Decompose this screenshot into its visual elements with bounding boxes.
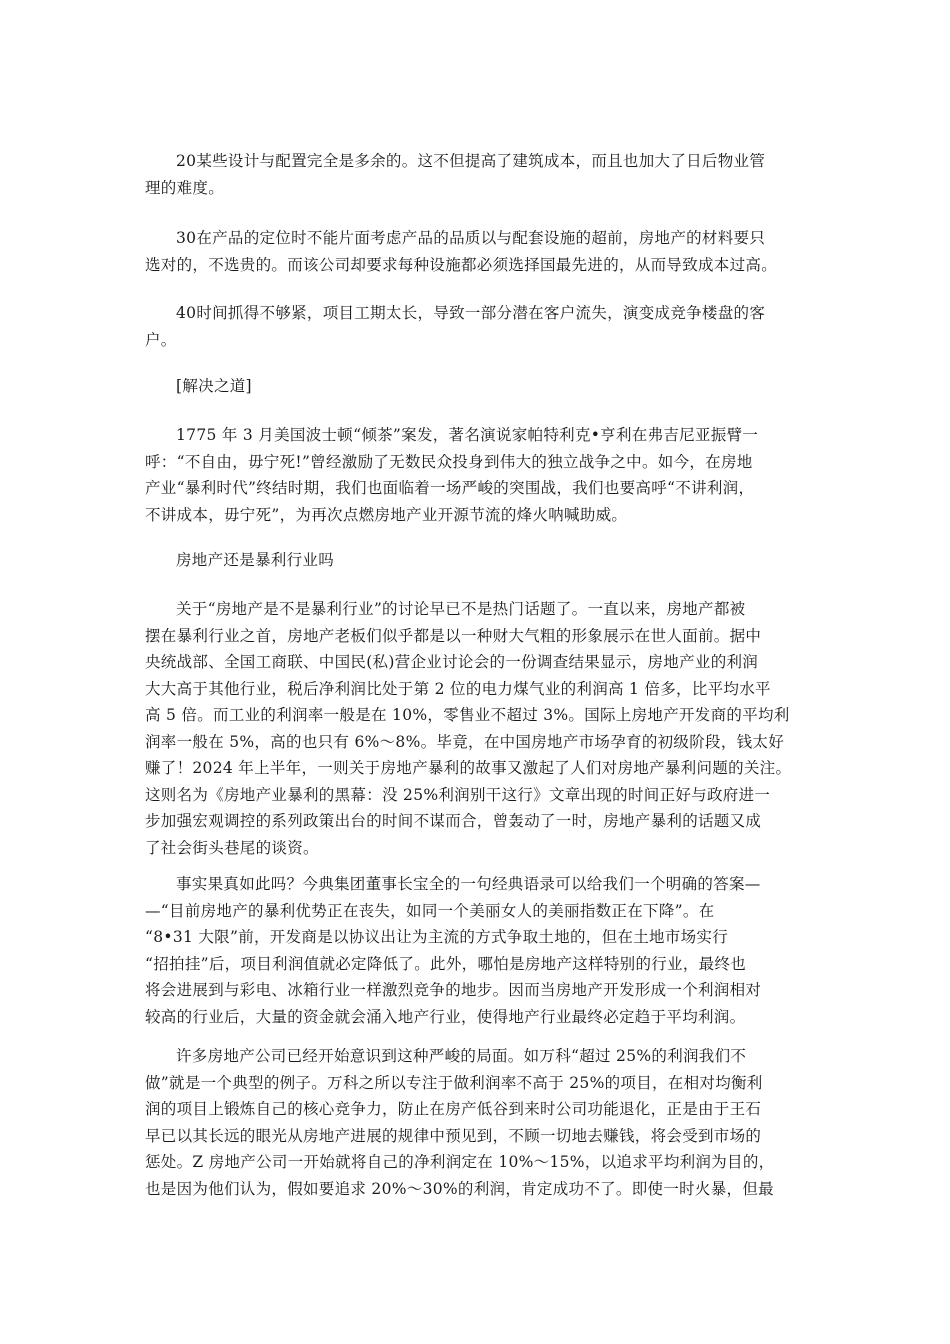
text-line: 选对的，不选贵的。而该公司却要求每种设施都必须选择国最先进的，从而导致成本过高。 (145, 255, 778, 274)
text-line: 1775 年 3 月美国波士顿“倾茶”案发，著名演说家帕特利克•亨利在弗吉尼亚振臂一 (176, 426, 759, 444)
text-line: 30在产品的定位时不能片面考虑产品的品质以与配套设施的超前，房地产的材料要只 (176, 229, 766, 247)
text-line: 40时间抓得不够紧，项目工期太长，导致一部分潜在客户流失，演变成竞争楼盘的客 (176, 304, 766, 322)
text-line: 赚了！2024 年上半年，一则关于房地产暴利的故事又激起了人们对房地产暴利问题的关注。 (145, 759, 792, 777)
text-line: “招拍挂”后，项目利润值就必定降低了。此外，哪怕是房地产这样特别的行业，最终也 (145, 954, 747, 973)
text-line: 20某些设计与配置完全是多余的。这不但提高了建筑成本，而且也加大了日后物业管 (176, 152, 766, 170)
text-line: 呼：“不自由，毋宁死!”曾经激励了无数民众投身到伟大的独立战争之中。如今，在房地 (145, 452, 753, 471)
text-line: 步加强宏观调控的系列政策出台的时间不谋而合，曾轰动了一时，房地产暴利的话题又成 (145, 812, 762, 830)
paragraph-9 (145, 1043, 805, 1202)
section-heading-profit (145, 547, 805, 574)
paragraph-2 (145, 225, 805, 278)
text-line: 高 5 倍。而工业的利润率一般是在 10%，零售业不超过 3%。国际上房地产开发商的平均利 (145, 706, 790, 724)
paragraph-8 (145, 871, 805, 1030)
text-line: 央统战部、全国工商联、中国民(私)营企业讨论会的一份调查结果显示，房地产业的利润 (145, 653, 759, 671)
text-line: 摆在暴利行业之首，房地产老板们似乎都是以一种财大气粗的形象展示在世人面前。据中 (145, 626, 762, 645)
text-line: [解决之道] (176, 377, 252, 395)
text-line: 户。 (145, 330, 177, 349)
text-line: 不讲成本，毋宁死”，为再次点燃房地产业开源节流的烽火呐喊助威。 (145, 505, 628, 524)
text-line: 产业“暴利时代”终结时期，我们也面临着一场严峻的突围战，我们也要高呼“不讲利润， (145, 479, 755, 497)
paragraph-5 (145, 422, 805, 528)
text-line: 润的项目上锻炼自己的核心竞争力，防止在房产低谷到来时公司功能退化，正是由于王石 (145, 1100, 762, 1118)
text-line: 大大高于其他行业，税后净利润比处于第 2 位的电力煤气业的利润高 1 倍多，比平均水平 (145, 679, 771, 698)
text-line: 许多房地产公司已经开始意识到这种严峻的局面。如万科“超过 25%的利润我们不 (176, 1047, 747, 1065)
paragraph-1 (145, 148, 805, 201)
text-line: 早已以其长远的眼光从房地产进展的规律中预见到，不顾一切地去赚钱，将会受到市场的 (145, 1126, 762, 1145)
text-line: 惩处。Z 房地产公司一开始就将自己的净利润定在 10%～15%，以追求平均利润为目的， (145, 1153, 775, 1171)
section-heading-solution (145, 373, 805, 400)
text-line: “8•31 大限”前，开发商是以协议出让为主流的方式争取土地的，但在土地市场实行 (145, 928, 729, 946)
text-line: 关于“房地产是不是暴利行业”的讨论早已不是热门话题了。一直以来，房地产都被 (176, 600, 746, 618)
text-line: 将会进展到与彩电、冰箱行业一样激烈竞争的地步。因而当房地产开发形成一个利润相对 (145, 981, 762, 999)
text-line: 较高的行业后，大量的资金就会涌入地产行业，使得地产行业最终必定趋于平均利润。 (145, 1007, 746, 1026)
text-line: 了社会街头巷尾的谈资。 (145, 838, 319, 857)
text-line: 做”就是一个典型的例子。万科之所以专注于做利润率不高于 25%的项目，在相对均衡利 (145, 1073, 763, 1092)
text-line: 也是因为他们认为，假如要追求 20%～30%的利润，肯定成功不了。即使一时火暴，但最 (145, 1179, 774, 1198)
text-line: 理的难度。 (145, 178, 225, 197)
text-line: 润率一般在 5%，高的也只有 6%～8%。毕竟，在中国房地产市场孕育的初级阶段，钱太好 (145, 732, 785, 751)
text-line: —“目前房地产的暴利优势正在丧失，如同一个美丽女人的美丽指数正在下降”。在 (145, 901, 715, 920)
text-line: 这则名为《房地产业暴利的黑幕：没 25%利润别干这行》文章出现的时间正好与政府进一 (145, 785, 771, 804)
paragraph-7 (145, 596, 805, 861)
paragraph-3 (145, 300, 805, 353)
text-line: 事实果真如此吗？今典集团董事长宝全的一句经典语录可以给我们一个明确的答案— (176, 875, 761, 893)
text-line: 房地产还是暴利行业吗 (176, 551, 335, 569)
